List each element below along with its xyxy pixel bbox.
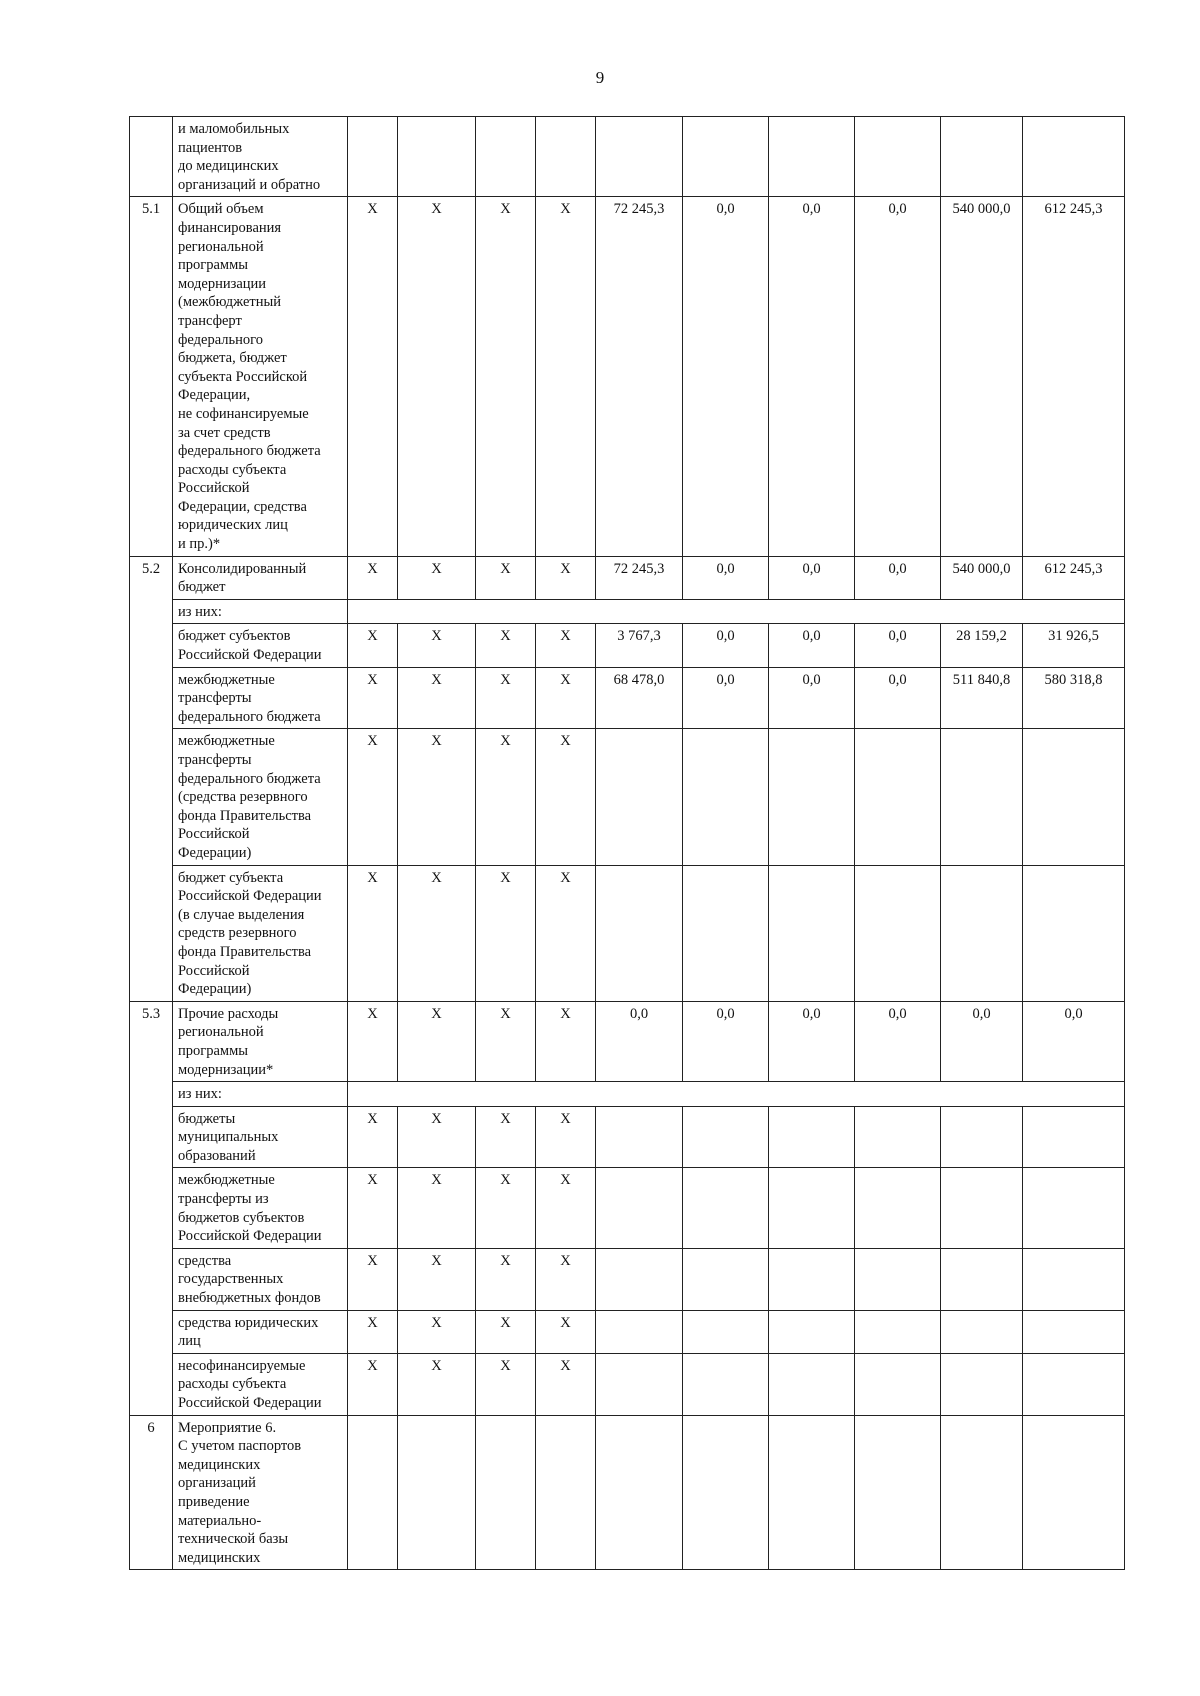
- table-cell: Х: [398, 556, 476, 599]
- row-label-line: за счет средств: [178, 424, 271, 441]
- table-cell: [683, 1106, 769, 1168]
- table-cell: [855, 1106, 941, 1168]
- row-label-line: бюджета, бюджет: [178, 350, 287, 367]
- row-label-line: Федерации,: [178, 387, 251, 404]
- table-cell: Х: [348, 865, 398, 1001]
- table-cell: Х: [348, 1106, 398, 1168]
- table-cell: [683, 1415, 769, 1570]
- table-cell: [1023, 1353, 1125, 1415]
- table-cell: 68 478,0: [596, 667, 683, 729]
- row-label-line: модернизации*: [178, 1061, 274, 1078]
- table-cell: [855, 1310, 941, 1353]
- table-row: [130, 1353, 1125, 1415]
- table-row: [130, 117, 1125, 197]
- table-cell: Х: [536, 729, 596, 865]
- table-cell: Х: [398, 1353, 476, 1415]
- table-cell: Х: [398, 1248, 476, 1310]
- row-label-line: Мероприятие 6.: [178, 1419, 277, 1436]
- row-label-line: Федерации, средства: [178, 498, 307, 515]
- page-number: 9: [595, 68, 605, 87]
- row-label-line: Российской Федерации: [178, 647, 322, 664]
- row-label-line: трансферт: [178, 312, 242, 329]
- merged-empty-cell: [348, 1082, 1125, 1107]
- table-cell: Х: [476, 1248, 536, 1310]
- table-cell: Х: [476, 556, 536, 599]
- table-cell: [941, 729, 1023, 865]
- table-cell: Х: [348, 556, 398, 599]
- row-label-line: трансферты из: [178, 1191, 269, 1208]
- table-cell: Х: [398, 1001, 476, 1081]
- row-label-line: бюджет субъектов: [178, 628, 291, 645]
- row-label-line: бюджет: [178, 579, 226, 596]
- row-number: 5.3: [130, 1001, 173, 1415]
- row-label-line: модернизации: [178, 275, 267, 292]
- row-label: [173, 1310, 348, 1353]
- row-label: [173, 624, 348, 667]
- row-label-line: субъекта Российской: [178, 368, 308, 385]
- table-cell: [398, 1415, 476, 1570]
- table-cell: Х: [476, 1168, 536, 1248]
- table-cell: [596, 1415, 683, 1570]
- table-cell: 0,0: [769, 556, 855, 599]
- row-label-line: не софинансируемые: [178, 405, 309, 422]
- row-label-line: трансферты: [178, 690, 252, 707]
- table-cell: Х: [348, 1001, 398, 1081]
- table-row: [130, 599, 1125, 624]
- table-cell: 0,0: [683, 667, 769, 729]
- table-cell: [855, 1168, 941, 1248]
- row-label-line: пациентов: [178, 139, 243, 156]
- row-label-line: муниципальных: [178, 1129, 279, 1146]
- table-cell: Х: [536, 1106, 596, 1168]
- table-cell: 580 318,8: [1023, 667, 1125, 729]
- table-cell: Х: [348, 729, 398, 865]
- table-row: [130, 865, 1125, 1001]
- row-label-line: материально-: [178, 1512, 262, 1529]
- table-cell: [769, 729, 855, 865]
- table-cell: [596, 1106, 683, 1168]
- table-cell: Х: [348, 1310, 398, 1353]
- table-cell: Х: [348, 197, 398, 556]
- table-cell: Х: [398, 1168, 476, 1248]
- table-cell: 3 767,3: [596, 624, 683, 667]
- table-cell: [1023, 117, 1125, 197]
- table-cell: [1023, 865, 1125, 1001]
- table-cell: Х: [476, 729, 536, 865]
- table-cell: Х: [476, 1353, 536, 1415]
- table-cell: [536, 117, 596, 197]
- table-cell: 0,0: [683, 624, 769, 667]
- table-cell: 0,0: [769, 667, 855, 729]
- table-cell: [596, 117, 683, 197]
- table-cell: [683, 1248, 769, 1310]
- table-cell: 540 000,0: [941, 197, 1023, 556]
- table-cell: [941, 865, 1023, 1001]
- table-cell: [536, 1415, 596, 1570]
- table-cell: Х: [536, 556, 596, 599]
- row-label-line: межбюджетные: [178, 733, 275, 750]
- row-label: [173, 599, 348, 624]
- row-label-line: из них:: [178, 1086, 222, 1103]
- table-cell: 0,0: [855, 556, 941, 599]
- row-label-line: бюджеты: [178, 1110, 236, 1127]
- row-label-line: медицинских: [178, 1456, 261, 1473]
- row-label-line: фонда Правительства: [178, 807, 312, 824]
- table-cell: 0,0: [769, 197, 855, 556]
- table-row: [130, 556, 1125, 599]
- table-cell: [683, 865, 769, 1001]
- row-label: [173, 1168, 348, 1248]
- table-cell: 0,0: [683, 556, 769, 599]
- row-label-line: региональной: [178, 238, 264, 255]
- row-label: [173, 729, 348, 865]
- table-cell: Х: [476, 1001, 536, 1081]
- row-label-line: Российской: [178, 826, 250, 843]
- row-label-line: Федерации): [178, 981, 252, 998]
- table-cell: [596, 1248, 683, 1310]
- table-cell: [683, 729, 769, 865]
- table-row: [130, 1001, 1125, 1081]
- table-cell: [683, 1310, 769, 1353]
- table-cell: [1023, 1106, 1125, 1168]
- table-cell: Х: [536, 197, 596, 556]
- table-cell: Х: [536, 865, 596, 1001]
- table-cell: Х: [536, 1353, 596, 1415]
- table-cell: [769, 1168, 855, 1248]
- row-label-line: Российской: [178, 480, 250, 497]
- table-cell: [769, 1310, 855, 1353]
- row-label-line: средств резервного: [178, 925, 297, 942]
- table-row: [130, 197, 1125, 556]
- table-cell: 31 926,5: [1023, 624, 1125, 667]
- row-label-line: приведение: [178, 1493, 250, 1510]
- row-label-line: фонда Правительства: [178, 943, 312, 960]
- financing-table: [129, 116, 1125, 1570]
- table-cell: [855, 1248, 941, 1310]
- table-cell: [683, 1168, 769, 1248]
- table-cell: Х: [348, 667, 398, 729]
- table-cell: [596, 1168, 683, 1248]
- table-cell: 0,0: [683, 1001, 769, 1081]
- table-cell: Х: [398, 729, 476, 865]
- table-row: [130, 729, 1125, 865]
- table-cell: Х: [348, 624, 398, 667]
- row-label: [173, 667, 348, 729]
- table-cell: 0,0: [855, 197, 941, 556]
- table-cell: Х: [398, 1106, 476, 1168]
- row-label-line: федерального бюджета: [178, 708, 321, 725]
- row-label-line: и маломобильных: [178, 121, 290, 137]
- row-number: 5.2: [130, 556, 173, 1001]
- table-cell: Х: [536, 1168, 596, 1248]
- row-label-line: организаций и обратно: [178, 176, 321, 193]
- table-cell: Х: [348, 1168, 398, 1248]
- table-cell: [941, 1248, 1023, 1310]
- table-cell: 612 245,3: [1023, 556, 1125, 599]
- table-row: [130, 1248, 1125, 1310]
- row-label-line: Прочие расходы: [178, 1005, 279, 1022]
- table-cell: [769, 865, 855, 1001]
- row-label: [173, 1415, 348, 1570]
- row-label-line: и пр.)*: [178, 536, 221, 553]
- table-cell: Х: [476, 667, 536, 729]
- table-cell: [855, 117, 941, 197]
- table-cell: 0,0: [855, 667, 941, 729]
- table-cell: [348, 117, 398, 197]
- merged-empty-cell: [348, 599, 1125, 624]
- row-label: [173, 117, 348, 197]
- table-cell: [941, 1415, 1023, 1570]
- row-label-line: Консолидированный: [178, 560, 307, 577]
- row-label-line: Российской Федерации: [178, 888, 322, 905]
- table-cell: 0,0: [683, 197, 769, 556]
- table-cell: Х: [398, 1310, 476, 1353]
- row-number: 5.1: [130, 197, 173, 556]
- table-cell: Х: [476, 1106, 536, 1168]
- table-cell: 72 245,3: [596, 556, 683, 599]
- row-label: [173, 1082, 348, 1107]
- row-label-line: средства юридических: [178, 1314, 319, 1331]
- table-cell: [1023, 1168, 1125, 1248]
- table-cell: Х: [536, 667, 596, 729]
- table-cell: Х: [348, 1248, 398, 1310]
- table-cell: [855, 729, 941, 865]
- table-cell: Х: [476, 197, 536, 556]
- row-label-line: Российской Федерации: [178, 1395, 322, 1411]
- table-cell: [596, 729, 683, 865]
- table-cell: [348, 1415, 398, 1570]
- table-cell: [855, 1353, 941, 1415]
- row-label-line: (средства резервного: [178, 789, 308, 806]
- table-cell: [769, 1106, 855, 1168]
- row-label: [173, 1106, 348, 1168]
- table-cell: [769, 1248, 855, 1310]
- row-label-line: бюджетов субъектов: [178, 1209, 305, 1226]
- row-number: [130, 117, 173, 197]
- table-cell: Х: [476, 865, 536, 1001]
- table-cell: Х: [398, 624, 476, 667]
- row-label-line: программы: [178, 257, 248, 274]
- row-label-line: межбюджетные: [178, 671, 275, 688]
- row-label: [173, 865, 348, 1001]
- table-cell: 0,0: [855, 624, 941, 667]
- row-label-line: медицинских: [178, 1549, 261, 1566]
- row-label-line: бюджет субъекта: [178, 869, 284, 886]
- row-label-line: федерального бюджета: [178, 443, 321, 460]
- row-label: [173, 197, 348, 556]
- row-label: [173, 556, 348, 599]
- table-cell: [398, 117, 476, 197]
- table-cell: [476, 1415, 536, 1570]
- row-label-line: образований: [178, 1147, 256, 1164]
- row-label-line: организаций: [178, 1475, 256, 1492]
- row-label-line: Общий объем: [178, 201, 264, 218]
- table-cell: Х: [536, 624, 596, 667]
- table-cell: [855, 1415, 941, 1570]
- row-label-line: (в случае выделения: [178, 906, 305, 923]
- table-cell: 0,0: [1023, 1001, 1125, 1081]
- row-label-line: внебюджетных фондов: [178, 1290, 321, 1307]
- table-cell: [596, 1353, 683, 1415]
- row-label: [173, 1353, 348, 1415]
- table-cell: Х: [398, 865, 476, 1001]
- table-cell: [941, 1168, 1023, 1248]
- row-label-line: расходы субъекта: [178, 1376, 287, 1393]
- table-cell: Х: [536, 1248, 596, 1310]
- row-label-line: государственных: [178, 1271, 284, 1288]
- row-label-line: юридических лиц: [178, 517, 288, 534]
- table-cell: [596, 865, 683, 1001]
- table-cell: 0,0: [596, 1001, 683, 1081]
- table-row: [130, 1106, 1125, 1168]
- table-cell: Х: [398, 667, 476, 729]
- row-label-line: финансирования: [178, 219, 282, 236]
- table-cell: Х: [476, 1310, 536, 1353]
- table-cell: 511 840,8: [941, 667, 1023, 729]
- row-label-line: Российской: [178, 962, 250, 979]
- row-label-line: из них:: [178, 603, 222, 620]
- table-cell: [683, 117, 769, 197]
- table-cell: Х: [348, 1353, 398, 1415]
- row-label: [173, 1248, 348, 1310]
- row-number: 6: [130, 1415, 173, 1570]
- row-label-line: Федерации): [178, 844, 252, 861]
- row-label-line: (межбюджетный: [178, 294, 281, 311]
- row-label-line: Российской Федерации: [178, 1228, 322, 1245]
- table-cell: [941, 117, 1023, 197]
- row-label-line: С учетом паспортов: [178, 1438, 302, 1455]
- table-cell: 0,0: [769, 1001, 855, 1081]
- table-row: [130, 1310, 1125, 1353]
- row-label-line: несофинансируемые: [178, 1357, 306, 1374]
- row-label-line: до медицинских: [178, 158, 279, 175]
- table-cell: [1023, 729, 1125, 865]
- row-label-line: программы: [178, 1042, 248, 1059]
- table-row: [130, 1082, 1125, 1107]
- table-cell: [683, 1353, 769, 1415]
- table-cell: 540 000,0: [941, 556, 1023, 599]
- row-label: [173, 1001, 348, 1081]
- table-cell: [769, 117, 855, 197]
- table-cell: [1023, 1415, 1125, 1570]
- row-label-line: технической базы: [178, 1531, 289, 1548]
- table-cell: [1023, 1248, 1125, 1310]
- row-label-line: федерального: [178, 331, 263, 348]
- table-cell: Х: [536, 1310, 596, 1353]
- table-cell: [476, 117, 536, 197]
- table-cell: 28 159,2: [941, 624, 1023, 667]
- table-cell: 0,0: [941, 1001, 1023, 1081]
- table-cell: [941, 1353, 1023, 1415]
- table-cell: [855, 865, 941, 1001]
- row-label-line: средства: [178, 1252, 232, 1269]
- table-cell: 72 245,3: [596, 197, 683, 556]
- table-cell: [941, 1106, 1023, 1168]
- table-cell: 612 245,3: [1023, 197, 1125, 556]
- row-label-line: расходы субъекта: [178, 461, 287, 478]
- table-cell: [596, 1310, 683, 1353]
- row-label-line: федерального бюджета: [178, 770, 321, 787]
- row-label-line: трансферты: [178, 752, 252, 768]
- row-label-line: лиц: [178, 1333, 201, 1350]
- table-cell: 0,0: [855, 1001, 941, 1081]
- table-cell: Х: [536, 1001, 596, 1081]
- table-row: [130, 667, 1125, 729]
- table-row: [130, 624, 1125, 667]
- table-cell: [941, 1310, 1023, 1353]
- table-cell: Х: [476, 624, 536, 667]
- row-label-line: межбюджетные: [178, 1172, 275, 1189]
- table-cell: Х: [398, 197, 476, 556]
- table-cell: 0,0: [769, 624, 855, 667]
- table-cell: [769, 1353, 855, 1415]
- table-cell: [769, 1415, 855, 1570]
- row-label-line: региональной: [178, 1024, 264, 1041]
- table-row: [130, 1415, 1125, 1570]
- table-cell: [1023, 1310, 1125, 1353]
- table-row: [130, 1168, 1125, 1248]
